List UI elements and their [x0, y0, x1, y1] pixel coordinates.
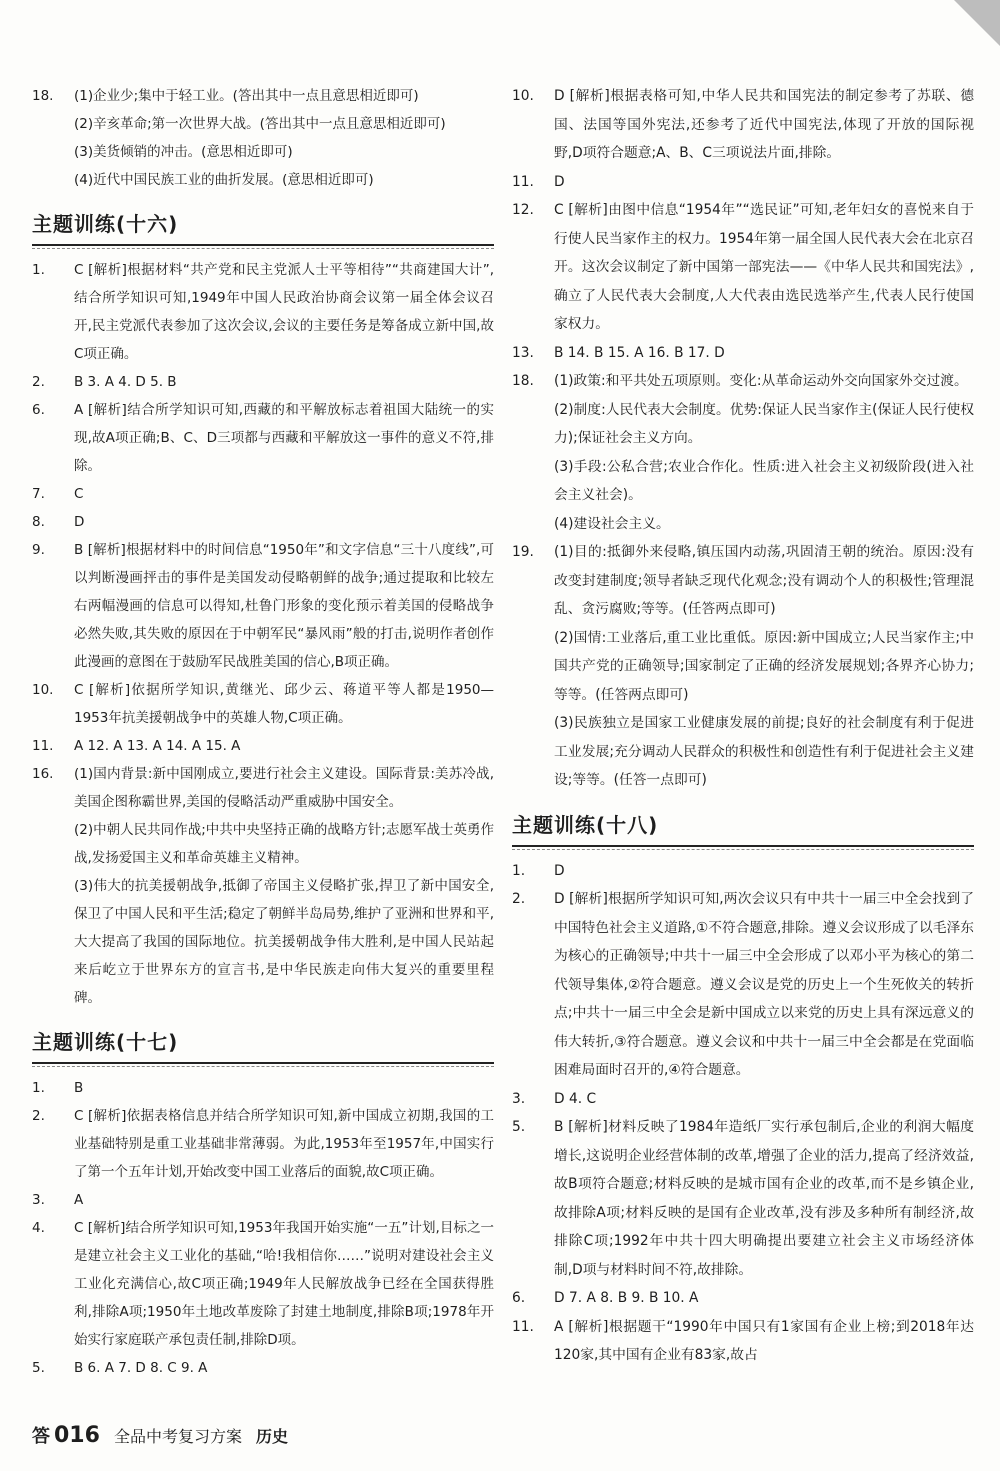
answer-subpart: (4)建设社会主义。 [554, 515, 670, 532]
question-number: 1. [32, 1080, 45, 1096]
answer-item [512, 339, 974, 368]
answer-text: D 4. C [554, 1090, 597, 1107]
answer-text: C [解析]依据所学知识,黄继光、邱少云、蒋道平等人都是1950—1953年抗美援朝战争中的英雄人物,C项正确。 [74, 682, 494, 726]
answer-text: C [解析]依据表格信息并结合所学知识可知,新中国成立初期,我国的工业基础特别是重工业基础非常薄弱。为此,1953年至1957年,中国实行了第一个五年计划,开始改变中国工业落后的面貌,故C项正确。 [74, 1108, 494, 1180]
answer-text: D [554, 862, 565, 879]
question-number: 3. [512, 1090, 526, 1107]
question-number: 6. [32, 402, 45, 418]
question-number: 13. [512, 344, 534, 361]
answer-text: (1)政策:和平共处五项原则。变化:从革命运动外交向国家外交过渡。 [554, 373, 968, 389]
page-corner-fold [954, 0, 1000, 46]
answer-text: B [74, 1080, 84, 1096]
question-number: 3. [32, 1192, 45, 1208]
question-number: 1. [512, 862, 526, 879]
answer-item [512, 1085, 974, 1114]
question-number: 19. [512, 544, 534, 560]
question-number: 4. [32, 1220, 45, 1236]
answer-text: D [554, 173, 565, 190]
answer-mark: 答 [32, 1426, 50, 1447]
answer-item [32, 1354, 494, 1382]
answer-item [32, 760, 494, 816]
question-number: 5. [32, 1360, 45, 1376]
answer-item [32, 368, 494, 396]
answer-text: B [解析]根据材料中的时间信息“1950年”和文字信息“三十八度线”,可以判断漫画抨击的事件是美国发动侵略朝鲜的战争;通过提取和比较左右两幅漫画的信息可以得知,杜鲁门形象的变化预示着美国的侵略战争必然失败,其失败的原因在于中朝军民“暴风雨”般的打击,说明作者创作此漫画的意图在于鼓励军民战胜美国的信心,B项正确。 [74, 542, 494, 670]
page-footer [32, 1420, 288, 1453]
question-number: 8. [32, 514, 45, 530]
answer-text: D 7. A 8. B 9. B 10. A [554, 1290, 699, 1306]
question-number: 1. [32, 262, 45, 278]
answer-text: D [解析]根据所学知识可知,两次会议只有中共十一届三中全会找到了中国特色社会主义道路,①不符合题意,排除。遵义会议形成了以毛泽东为核心的正确领导;中共十一届三中全会形成了以邓小平为核心的第二代领导集体,②符合题意。遵义会议是党的历史上一个生死攸关的转折点;中共十一届三中全会是新中国成立以来党的历史上具有深远意义的伟大转折,③符合题意。遵义会议和中共十一届三中全会都是在党面临困难局面时召开的,④符合题意。 [554, 891, 974, 1078]
question-number: 16. [32, 766, 54, 782]
answer-subpart: (4)近代中国民族工业的曲折发展。(意思相近即可) [74, 172, 374, 188]
question-number: 9. [32, 542, 45, 558]
answer-text: A [74, 1192, 84, 1208]
section-title: 主题训练(十七) [32, 1022, 494, 1064]
answer-item [512, 1284, 974, 1313]
answer-subpart: (3)手段:公私合营;农业合作化。性质:进入社会主义初级阶段(进入社会主义社会)。 [554, 458, 974, 503]
answer-text: B [解析]材料反映了1984年造纸厂实行承包制后,企业的利润大幅度增长,这说明企业经营体制的改革,增强了企业的活力,提高了经济效益,故B项符合题意;材料反映的是城市国有企业的改革,而不是乡镇企业,故排除A项;材料反映的是国有企业改革,没有涉及多种所有制经济,故排除C项;1992年中共十四大明确提出要建立社会主义市场经济体制,D项与材料时间不符,故排除。 [554, 1119, 974, 1278]
question-number: 18. [512, 373, 534, 389]
page-number: 016 [54, 1423, 100, 1448]
question-number: 5. [512, 1119, 526, 1135]
question-number: 11. [512, 173, 534, 190]
question-number: 18. [32, 88, 54, 104]
subject-name: 历史 [255, 1427, 288, 1446]
answer-item [512, 1113, 974, 1284]
question-number: 6. [512, 1290, 526, 1306]
answer-text: C [解析]根据材料“共产党和民主党派人士平等相待”“共商建国大计”,结合所学知识可知,1949年中国人民政治协商会议第一届全体会议召开,民主党派代表参加了这次会议,会议的主要任务是筹备成立新中国,故C项正确。 [74, 262, 494, 362]
question-number: 7. [32, 486, 45, 502]
answer-item [32, 732, 494, 760]
answer-item [32, 1214, 494, 1354]
answer-item [32, 82, 494, 110]
answer-text: C [解析]由图中信息“1954年”“选民证”可知,老年妇女的喜悦来自于行使人民当家作主的权力。1954年第一届全国人民代表大会在北京召开。这次会议制定了新中国第一部宪法——《中华人民共和国宪法》,确立了人民代表大会制度,人大代表由选民选举产生,代表人民行使国家权力。 [554, 202, 974, 332]
question-number: 10. [32, 682, 54, 698]
answer-item [32, 1074, 494, 1102]
question-number: 2. [512, 891, 526, 907]
answer-item [32, 1102, 494, 1186]
right-column [512, 82, 974, 1370]
answer-text: D [74, 514, 85, 530]
answer-text: D [解析]根据表格可知,中华人民共和国宪法的制定参考了苏联、德国、法国等国外宪法,还参考了近代中国宪法,体现了开放的国际视野,D项符合题意;A、B、C三项说法片面,排除。 [554, 88, 974, 161]
answer-item [32, 256, 494, 368]
answer-item [512, 196, 974, 339]
answer-text: (1)国内背景:新中国刚成立,要进行社会主义建设。国际背景:美苏冷战,美国企图称霸世界,美国的侵略活动严重威胁中国安全。 [74, 766, 494, 810]
question-number: 2. [32, 1108, 45, 1124]
answer-subpart: (2)国情:工业落后,重工业比重低。原因:新中国成立;人民当家作主;中国共产党的正确领导;国家制定了正确的经济发展规划;各界齐心协力;等等。(任答两点即可) [554, 629, 974, 703]
answer-subpart: (3)伟大的抗美援朝战争,抵御了帝国主义侵略扩张,捍卫了新中国安全,保卫了中国人民和平生活;稳定了朝鲜半岛局势,维护了亚洲和世界和平,大大提高了我国的国际地位。抗美援朝战争伟大胜利,是中国人民站起来后屹立于世界东方的宣言书,是中华民族走向伟大复兴的重要里程碑。 [74, 878, 494, 1006]
answer-text: B 14. B 15. A 16. B 17. D [554, 344, 725, 361]
question-number: 2. [32, 374, 45, 390]
section-title: 主题训练(十八) [512, 805, 974, 847]
answer-subpart: (2)辛亥革命;第一次世界大战。(答出其中一点且意思相近即可) [74, 116, 446, 132]
question-number: 12. [512, 202, 534, 218]
answer-item [512, 885, 974, 1085]
answer-item [512, 857, 974, 886]
left-column [32, 82, 494, 1382]
answer-item [32, 536, 494, 676]
answer-text: A 12. A 13. A 14. A 15. A [74, 738, 241, 754]
answer-item [32, 508, 494, 536]
answer-text: A [解析]根据题干“1990年中国只有1家国有企业上榜;到2018年达120家,其中国有企业有83家,故占 [554, 1318, 974, 1363]
question-number: 11. [512, 1318, 534, 1335]
answer-item [512, 82, 974, 168]
answer-item [32, 396, 494, 480]
answer-subpart: (2)制度:人民代表大会制度。优势:保证人民当家作主(保证人民行使权力);保证社会主义方向。 [554, 401, 974, 446]
answer-text: C [74, 486, 84, 502]
answer-text: A [解析]结合所学知识可知,西藏的和平解放标志着祖国大陆统一的实现,故A项正确;B、C、D三项都与西藏和平解放这一事件的意义不符,排除。 [74, 402, 494, 474]
answer-text: (1)企业少;集中于轻工业。(答出其中一点且意思相近即可) [74, 88, 419, 104]
answer-subpart: (3)民族独立是国家工业健康发展的前提;良好的社会制度有利于促进工业发展;充分调动人民群众的积极性和创造性有利于促进社会主义建设;等等。(任答一点即可) [554, 715, 974, 788]
answer-subpart: (2)中朝人民共同作战;中共中央坚持正确的战略方针;志愿军战士英勇作战,发扬爱国主义和革命英雄主义精神。 [74, 822, 494, 866]
answer-text: (1)目的:抵御外来侵略,镇压国内动荡,巩固清王朝的统治。原因:没有改变封建制度;领导者缺乏现代化观念;没有调动个人的积极性;管理混乱、贪污腐败;等等。(任答两点即可) [554, 544, 974, 617]
answer-text: B 3. A 4. D 5. B [74, 374, 177, 390]
section-title: 主题训练(十六) [32, 204, 494, 246]
question-number: 11. [32, 738, 54, 754]
answer-item [512, 367, 974, 396]
answer-text: B 6. A 7. D 8. C 9. A [74, 1360, 208, 1376]
question-number: 10. [512, 88, 534, 104]
answer-item [512, 538, 974, 624]
answer-item [512, 168, 974, 197]
answer-item [32, 676, 494, 732]
book-name: 全品中考复习方案 [113, 1427, 242, 1446]
answer-text: C [解析]结合所学知识可知,1953年我国开始实施“一五”计划,目标之一是建立社会主义工业化的基础,“哈!我相信你……”说明对建设社会主义工业化充满信心,故C项正确;1949年人民解放战争已经在全国获得胜利,排除A项;1950年土地改革废除了封建土地制度,排除B项;1978年开始实行家庭联产承包责任制,排除D项。 [74, 1220, 494, 1348]
answer-subpart: (3)美货倾销的冲击。(意思相近即可) [74, 144, 293, 160]
answer-item [32, 480, 494, 508]
answer-item [32, 1186, 494, 1214]
answer-item [512, 1313, 974, 1370]
